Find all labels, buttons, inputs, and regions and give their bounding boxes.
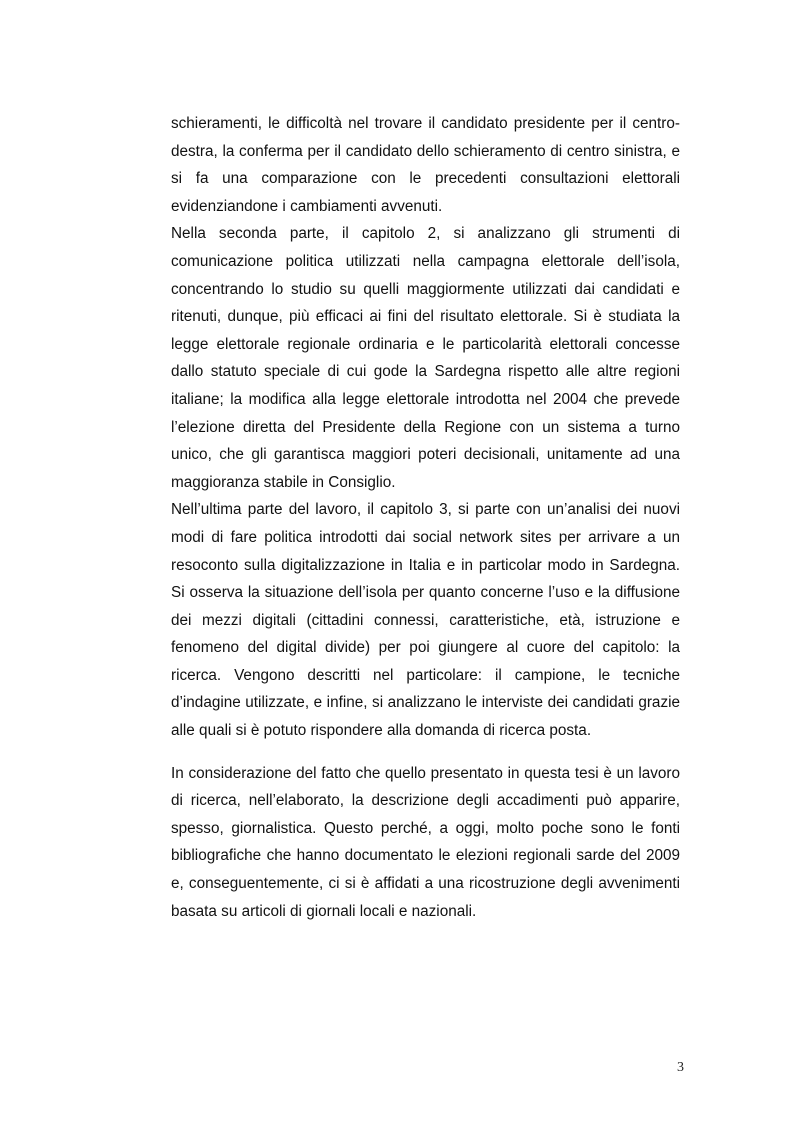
paragraph-chapter-2: Nella seconda parte, il capitolo 2, si analizzano gli strumenti di comunicazione politica utilizzati nella campagna elettorale dell’isola, concentrando lo studio su quelli maggiormente utilizzati dai candidati e ritenuti, dunque, più efficaci ai fini del risultato elettorale. Si è studiata la legge elettorale regionale ordinaria e le particolarità elettorali concesse dallo statuto speciale di cui gode la Sardegna rispetto alle altre regioni italiane; la modifica alla legge elettorale introdotta nel 2004 che prevede l’elezione diretta del Presidente della Regione con un sistema a turno unico, che gli garantisca maggiori poteri decisionali, unitamente ad una maggioranza stabile in Consiglio. <box>171 225 680 491</box>
page-number: 3 <box>677 1060 684 1075</box>
paragraph-chapter-3: Nell’ultima parte del lavoro, il capitolo 3, si parte con un’analisi dei nuovi modi di fare politica introdotti dai social network sites per arrivare a un resoconto sulla digitalizzazione in Italia e in particolar modo in Sardegna. Si osserva la situazione dell’isola per quanto concerne l’uso e la diffusione dei mezzi digitali (cittadini connessi, caratteristiche, età, istruzione e fenomeno del digital divide) per poi giungere al cuore del capitolo: la ricerca. Vengono descritti nel particolare: il campione, le tecniche d’indagine utilizzate, e infine, si analizzano le interviste dei candidati grazie alle quali si è potuto rispondere alla domanda di ricerca posta. <box>171 501 680 740</box>
paragraph-methodology-note: In considerazione del fatto che quello presentato in questa tesi è un lavoro di ricerca, nell’elaborato, la descrizione degli accadimenti può apparire, spesso, giornalistica. Questo perché, a oggi, molto poche sono le fonti bibliografiche che hanno documentato le elezioni regionali sarde del 2009 e, conseguentemente, ci si è affidati a una ricostruzione degli avvenimenti basata su articoli di giornali locali e nazionali. <box>171 764 680 920</box>
paragraph-continuation: schieramenti, le difficoltà nel trovare il candidato presidente per il centro-destra, la conferma per il candidato dello schieramento di centro sinistra, e si fa una comparazione con le precedenti consultazioni elettorali evidenziandone i cambiamenti avvenuti. <box>171 115 680 215</box>
body-text <box>171 110 680 925</box>
